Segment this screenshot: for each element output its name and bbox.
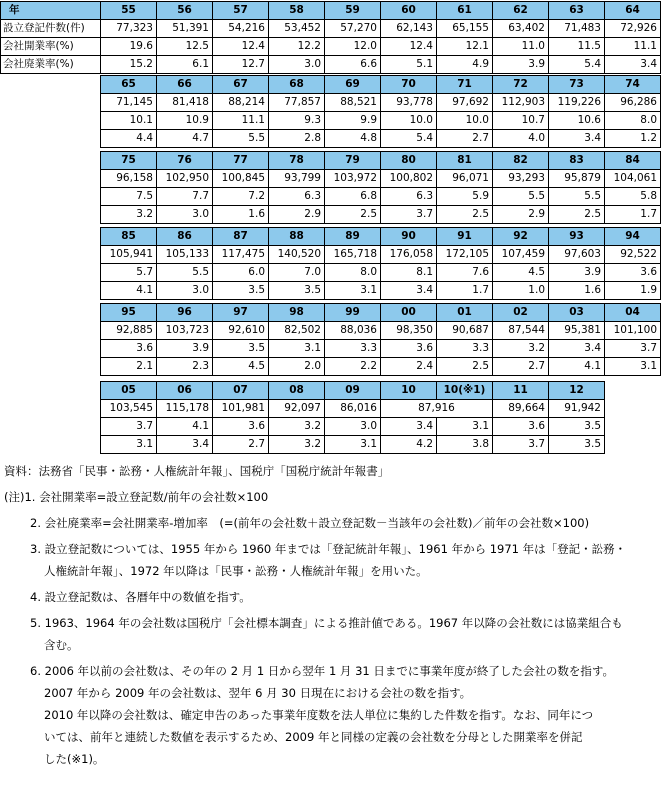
year-header-cell: 73 xyxy=(549,76,605,94)
opening-rate-cell: 11.1 xyxy=(213,112,269,130)
registrations-cell: 115,178 xyxy=(157,400,213,418)
opening-rate-cell: 10.6 xyxy=(549,112,605,130)
opening-rate-cell: 12.4 xyxy=(381,38,437,56)
registrations-cell: 140,520 xyxy=(269,246,325,264)
year-header-cell: 60 xyxy=(381,2,437,20)
closing-rate-cell: 6.6 xyxy=(325,56,381,74)
year-header-cell: 58 xyxy=(269,2,325,20)
opening-rate-cell: 5.5 xyxy=(493,188,549,206)
opening-rate-cell: 19.6 xyxy=(101,38,157,56)
closing-rate-cell: 3.0 xyxy=(157,282,213,300)
year-header-cell: 92 xyxy=(493,228,549,246)
opening-rate-cell: 11.0 xyxy=(493,38,549,56)
registrations-cell: 119,226 xyxy=(549,94,605,112)
opening-rate-cell: 5.5 xyxy=(549,188,605,206)
closing-rate-cell: 1.7 xyxy=(437,282,493,300)
closing-rate-cell: 5.4 xyxy=(381,130,437,148)
registrations-cell: 89,664 xyxy=(493,400,549,418)
registrations-cell: 88,036 xyxy=(325,322,381,340)
registrations-cell: 105,941 xyxy=(101,246,157,264)
closing-rate-cell: 4.1 xyxy=(549,358,605,376)
note-5-cont: 含む。 xyxy=(44,638,79,652)
year-header-cell: 98 xyxy=(269,304,325,322)
registrations-cell: 87,916 xyxy=(381,400,493,418)
source-note: 資料：法務省「民事・訟務・人権統計年報」、国税庁「国税庁統計年報書」 xyxy=(4,464,390,478)
opening-rate-cell: 5.7 xyxy=(101,264,157,282)
opening-rate-cell: 3.1 xyxy=(437,418,493,436)
year-header-cell: 64 xyxy=(605,2,661,20)
registrations-label: 設立登記件数(件) xyxy=(1,20,101,38)
closing-rate-cell: 3.1 xyxy=(325,282,381,300)
year-header-cell: 11 xyxy=(493,382,549,400)
closing-rate-cell: 3.4 xyxy=(605,56,661,74)
closing-rate-cell: 3.1 xyxy=(101,436,157,454)
registrations-cell: 77,857 xyxy=(269,94,325,112)
opening-rate-cell: 6.8 xyxy=(325,188,381,206)
registrations-cell: 72,926 xyxy=(605,20,661,38)
closing-rate-label: 会社廃業率(%) xyxy=(1,56,101,74)
closing-rate-cell: 4.5 xyxy=(213,358,269,376)
year-header-cell: 96 xyxy=(157,304,213,322)
year-header-cell: 59 xyxy=(325,2,381,20)
note-6-line-2: 2007 年から 2009 年の会社数は、翌年 6 月 30 日現在における会社の数を指す。 xyxy=(44,686,472,700)
registrations-cell: 81,418 xyxy=(157,94,213,112)
year-header-cell: 70 xyxy=(381,76,437,94)
closing-rate-cell: 3.7 xyxy=(493,436,549,454)
registrations-cell: 93,799 xyxy=(269,170,325,188)
closing-rate-cell: 3.7 xyxy=(381,206,437,224)
year-header-cell: 72 xyxy=(493,76,549,94)
closing-rate-cell: 12.7 xyxy=(213,56,269,74)
registrations-cell: 77,323 xyxy=(101,20,157,38)
registrations-cell: 88,214 xyxy=(213,94,269,112)
registrations-cell: 103,723 xyxy=(157,322,213,340)
registrations-cell: 93,293 xyxy=(493,170,549,188)
closing-rate-cell: 3.9 xyxy=(493,56,549,74)
registrations-cell: 71,483 xyxy=(549,20,605,38)
opening-rate-cell: 3.3 xyxy=(325,340,381,358)
opening-rate-cell: 11.5 xyxy=(549,38,605,56)
opening-rate-cell: 7.7 xyxy=(157,188,213,206)
registrations-cell: 98,350 xyxy=(381,322,437,340)
closing-rate-cell: 15.2 xyxy=(101,56,157,74)
opening-rate-cell: 7.6 xyxy=(437,264,493,282)
year-header-cell: 83 xyxy=(549,152,605,170)
closing-rate-cell: 2.4 xyxy=(381,358,437,376)
registrations-cell: 51,391 xyxy=(157,20,213,38)
year-header-cell: 94 xyxy=(605,228,661,246)
closing-rate-cell: 3.0 xyxy=(157,206,213,224)
opening-rate-cell: 12.1 xyxy=(437,38,493,56)
registrations-cell: 172,105 xyxy=(437,246,493,264)
note-4: 4. 設立登記数は、各暦年中の数値を指す。 xyxy=(30,590,251,604)
closing-rate-cell: 4.1 xyxy=(101,282,157,300)
year-header-cell: 95 xyxy=(101,304,157,322)
registrations-cell: 97,692 xyxy=(437,94,493,112)
closing-rate-cell: 4.0 xyxy=(493,130,549,148)
opening-rate-cell: 5.5 xyxy=(157,264,213,282)
note-2: 2. 会社廃業率=会社開業率-増加率 (=(前年の会社数＋設立登記数－当該年の会社数)／前年の会社数×100) xyxy=(30,516,590,530)
registrations-cell: 57,270 xyxy=(325,20,381,38)
year-header-cell: 90 xyxy=(381,228,437,246)
registrations-cell: 82,502 xyxy=(269,322,325,340)
closing-rate-cell: 2.1 xyxy=(101,358,157,376)
opening-rate-cell: 3.6 xyxy=(605,264,661,282)
registrations-cell: 100,802 xyxy=(381,170,437,188)
year-header-cell: 03 xyxy=(549,304,605,322)
data-table-block-6 xyxy=(100,381,605,454)
opening-rate-cell: 3.3 xyxy=(437,340,493,358)
closing-rate-cell: 3.4 xyxy=(381,282,437,300)
registrations-cell: 87,544 xyxy=(493,322,549,340)
closing-rate-cell: 2.9 xyxy=(269,206,325,224)
closing-rate-cell: 3.5 xyxy=(269,282,325,300)
closing-rate-cell: 2.7 xyxy=(213,436,269,454)
year-header-cell: 79 xyxy=(325,152,381,170)
registrations-cell: 62,143 xyxy=(381,20,437,38)
registrations-cell: 88,521 xyxy=(325,94,381,112)
opening-rate-cell: 3.9 xyxy=(549,264,605,282)
year-header-cell: 74 xyxy=(605,76,661,94)
opening-rate-cell: 9.9 xyxy=(325,112,381,130)
opening-rate-label: 会社開業率(%) xyxy=(1,38,101,56)
year-header-cell: 06 xyxy=(157,382,213,400)
closing-rate-cell: 2.7 xyxy=(437,130,493,148)
year-header-cell: 82 xyxy=(493,152,549,170)
opening-rate-cell: 3.6 xyxy=(213,418,269,436)
opening-rate-cell: 6.0 xyxy=(213,264,269,282)
closing-rate-cell: 1.6 xyxy=(549,282,605,300)
year-header-cell: 93 xyxy=(549,228,605,246)
year-header-cell: 62 xyxy=(493,2,549,20)
opening-rate-cell: 12.2 xyxy=(269,38,325,56)
opening-rate-cell: 3.6 xyxy=(493,418,549,436)
closing-rate-cell: 3.1 xyxy=(605,358,661,376)
closing-rate-cell: 2.9 xyxy=(493,206,549,224)
closing-rate-cell: 2.5 xyxy=(325,206,381,224)
year-header-cell: 87 xyxy=(213,228,269,246)
registrations-cell: 100,845 xyxy=(213,170,269,188)
registrations-cell: 104,061 xyxy=(605,170,661,188)
year-header-cell: 77 xyxy=(213,152,269,170)
year-header-cell: 84 xyxy=(605,152,661,170)
closing-rate-cell: 2.5 xyxy=(549,206,605,224)
registrations-cell: 92,522 xyxy=(605,246,661,264)
data-table-block-2 xyxy=(100,75,661,148)
year-header-cell: 80 xyxy=(381,152,437,170)
data-table-block-3 xyxy=(100,151,661,224)
year-header-cell: 99 xyxy=(325,304,381,322)
notes-section xyxy=(4,460,660,770)
year-header-cell: 10(※1) xyxy=(437,382,493,400)
closing-rate-cell: 2.5 xyxy=(437,358,493,376)
registrations-cell: 102,950 xyxy=(157,170,213,188)
registrations-cell: 63,402 xyxy=(493,20,549,38)
year-header-cell: 66 xyxy=(157,76,213,94)
opening-rate-cell: 3.9 xyxy=(157,340,213,358)
year-header-cell: 10 xyxy=(381,382,437,400)
year-header-cell: 91 xyxy=(437,228,493,246)
closing-rate-cell: 2.8 xyxy=(269,130,325,148)
registrations-cell: 95,381 xyxy=(549,322,605,340)
opening-rate-cell: 10.7 xyxy=(493,112,549,130)
closing-rate-cell: 5.1 xyxy=(381,56,437,74)
closing-rate-cell: 4.9 xyxy=(437,56,493,74)
year-header-cell: 97 xyxy=(213,304,269,322)
closing-rate-cell: 5.5 xyxy=(213,130,269,148)
year-header-cell: 85 xyxy=(101,228,157,246)
closing-rate-cell: 1.6 xyxy=(213,206,269,224)
year-header-cell: 04 xyxy=(605,304,661,322)
closing-rate-cell: 2.7 xyxy=(493,358,549,376)
note-6-line-5: した(※1)。 xyxy=(44,752,105,766)
closing-rate-cell: 2.5 xyxy=(437,206,493,224)
data-table-block-5 xyxy=(100,303,661,376)
year-header-cell: 76 xyxy=(157,152,213,170)
closing-rate-cell: 4.8 xyxy=(325,130,381,148)
opening-rate-cell: 8.1 xyxy=(381,264,437,282)
registrations-cell: 107,459 xyxy=(493,246,549,264)
registrations-cell: 101,981 xyxy=(213,400,269,418)
year-header-cell: 71 xyxy=(437,76,493,94)
opening-rate-cell: 3.7 xyxy=(605,340,661,358)
closing-rate-cell: 3.8 xyxy=(437,436,493,454)
opening-rate-cell: 7.2 xyxy=(213,188,269,206)
note-3: 3. 設立登記数については、1955 年から 1960 年までは「登記統計年報」、1961 年から 1971 年は「登記・訟務・ xyxy=(30,542,627,556)
year-header-cell: 63 xyxy=(549,2,605,20)
opening-rate-cell: 3.2 xyxy=(493,340,549,358)
closing-rate-cell: 3.5 xyxy=(213,282,269,300)
year-header-cell: 07 xyxy=(213,382,269,400)
registrations-cell: 95,879 xyxy=(549,170,605,188)
registrations-cell: 53,452 xyxy=(269,20,325,38)
year-header-cell: 12 xyxy=(549,382,605,400)
closing-rate-cell: 3.4 xyxy=(549,130,605,148)
opening-rate-cell: 7.0 xyxy=(269,264,325,282)
year-header-cell: 05 xyxy=(101,382,157,400)
year-header-cell: 09 xyxy=(325,382,381,400)
opening-rate-cell: 3.4 xyxy=(381,418,437,436)
closing-rate-cell: 3.1 xyxy=(325,436,381,454)
opening-rate-cell: 6.3 xyxy=(269,188,325,206)
registrations-cell: 71,145 xyxy=(101,94,157,112)
year-header-cell: 61 xyxy=(437,2,493,20)
note-3-cont: 人権統計年報」、1972 年以降は「民事・訟務・人権統計年報」を用いた。 xyxy=(44,564,428,578)
year-header-cell: 08 xyxy=(269,382,325,400)
data-table-block-1 xyxy=(0,1,661,74)
opening-rate-cell: 12.4 xyxy=(213,38,269,56)
closing-rate-cell: 2.0 xyxy=(269,358,325,376)
year-header-cell: 86 xyxy=(157,228,213,246)
closing-rate-cell: 4.2 xyxy=(381,436,437,454)
opening-rate-cell: 10.0 xyxy=(437,112,493,130)
closing-rate-cell: 2.3 xyxy=(157,358,213,376)
closing-rate-cell: 3.2 xyxy=(101,206,157,224)
closing-rate-cell: 6.1 xyxy=(157,56,213,74)
year-header-cell: 81 xyxy=(437,152,493,170)
closing-rate-cell: 2.2 xyxy=(325,358,381,376)
closing-rate-cell: 1.2 xyxy=(605,130,661,148)
year-header-cell: 00 xyxy=(381,304,437,322)
registrations-cell: 54,216 xyxy=(213,20,269,38)
closing-rate-cell: 3.4 xyxy=(157,436,213,454)
opening-rate-cell: 8.0 xyxy=(605,112,661,130)
opening-rate-cell: 5.9 xyxy=(437,188,493,206)
opening-rate-cell: 3.5 xyxy=(549,418,605,436)
year-header-cell: 89 xyxy=(325,228,381,246)
registrations-cell: 112,903 xyxy=(493,94,549,112)
note-6-line-3: 2010 年以降の会社数は、確定申告のあった事業年度数を法人単位に集約した件数を指す。なお、同年につ xyxy=(44,708,594,722)
registrations-cell: 165,718 xyxy=(325,246,381,264)
registrations-cell: 103,545 xyxy=(101,400,157,418)
registrations-cell: 92,610 xyxy=(213,322,269,340)
year-header-cell: 57 xyxy=(213,2,269,20)
opening-rate-cell: 3.0 xyxy=(325,418,381,436)
opening-rate-cell: 7.5 xyxy=(101,188,157,206)
closing-rate-cell: 3.5 xyxy=(549,436,605,454)
opening-rate-cell: 3.5 xyxy=(213,340,269,358)
opening-rate-cell: 3.1 xyxy=(269,340,325,358)
opening-rate-cell: 12.0 xyxy=(325,38,381,56)
opening-rate-cell: 10.0 xyxy=(381,112,437,130)
year-label: 年 xyxy=(1,2,101,20)
registrations-cell: 65,155 xyxy=(437,20,493,38)
registrations-cell: 117,475 xyxy=(213,246,269,264)
year-header-cell: 02 xyxy=(493,304,549,322)
year-header-cell: 88 xyxy=(269,228,325,246)
note-6-line-4: いては、前年と連続した数値を表示するため、2009 年と同様の定義の会社数を分母とした開業率を併記 xyxy=(44,730,583,744)
opening-rate-cell: 11.1 xyxy=(605,38,661,56)
closing-rate-cell: 1.7 xyxy=(605,206,661,224)
registrations-cell: 96,071 xyxy=(437,170,493,188)
closing-rate-cell: 1.0 xyxy=(493,282,549,300)
year-header-cell: 65 xyxy=(101,76,157,94)
opening-rate-cell: 8.0 xyxy=(325,264,381,282)
registrations-cell: 92,097 xyxy=(269,400,325,418)
opening-rate-cell: 4.5 xyxy=(493,264,549,282)
opening-rate-cell: 12.5 xyxy=(157,38,213,56)
year-header-cell: 75 xyxy=(101,152,157,170)
year-header-cell: 01 xyxy=(437,304,493,322)
opening-rate-cell: 10.9 xyxy=(157,112,213,130)
registrations-cell: 91,942 xyxy=(549,400,605,418)
opening-rate-cell: 4.1 xyxy=(157,418,213,436)
registrations-cell: 103,972 xyxy=(325,170,381,188)
registrations-cell: 93,778 xyxy=(381,94,437,112)
registrations-cell: 92,885 xyxy=(101,322,157,340)
note-6: 6. 2006 年以前の会社数は、その年の 2 月 1 日から翌年 1 月 31 日までに事業年度が終了した会社の数を指す。 xyxy=(30,664,614,678)
registrations-cell: 101,100 xyxy=(605,322,661,340)
registrations-cell: 97,603 xyxy=(549,246,605,264)
opening-rate-cell: 9.3 xyxy=(269,112,325,130)
opening-rate-cell: 6.3 xyxy=(381,188,437,206)
registrations-cell: 90,687 xyxy=(437,322,493,340)
opening-rate-cell: 10.1 xyxy=(101,112,157,130)
closing-rate-cell: 3.0 xyxy=(269,56,325,74)
year-header-cell: 68 xyxy=(269,76,325,94)
opening-rate-cell: 3.4 xyxy=(549,340,605,358)
registrations-cell: 86,016 xyxy=(325,400,381,418)
registrations-cell: 96,158 xyxy=(101,170,157,188)
closing-rate-cell: 3.2 xyxy=(269,436,325,454)
registrations-cell: 176,058 xyxy=(381,246,437,264)
registrations-cell: 105,133 xyxy=(157,246,213,264)
year-header-cell: 67 xyxy=(213,76,269,94)
opening-rate-cell: 5.8 xyxy=(605,188,661,206)
opening-rate-cell: 3.7 xyxy=(101,418,157,436)
opening-rate-cell: 3.6 xyxy=(101,340,157,358)
closing-rate-cell: 1.9 xyxy=(605,282,661,300)
closing-rate-cell: 4.4 xyxy=(101,130,157,148)
opening-rate-cell: 3.6 xyxy=(381,340,437,358)
data-table-block-4 xyxy=(100,227,661,300)
note-1: (注)1. 会社開業率=設立登記数/前年の会社数×100 xyxy=(4,490,269,504)
note-5: 5. 1963、1964 年の会社数は国税庁「会社標本調査」による推計値である。1967 年以降の会社数には協業組合も xyxy=(30,616,623,630)
year-header-cell: 78 xyxy=(269,152,325,170)
closing-rate-cell: 5.4 xyxy=(549,56,605,74)
closing-rate-cell: 4.7 xyxy=(157,130,213,148)
opening-rate-cell: 3.2 xyxy=(269,418,325,436)
year-header-cell: 55 xyxy=(101,2,157,20)
year-header-cell: 56 xyxy=(157,2,213,20)
year-header-cell: 69 xyxy=(325,76,381,94)
registrations-cell: 96,286 xyxy=(605,94,661,112)
